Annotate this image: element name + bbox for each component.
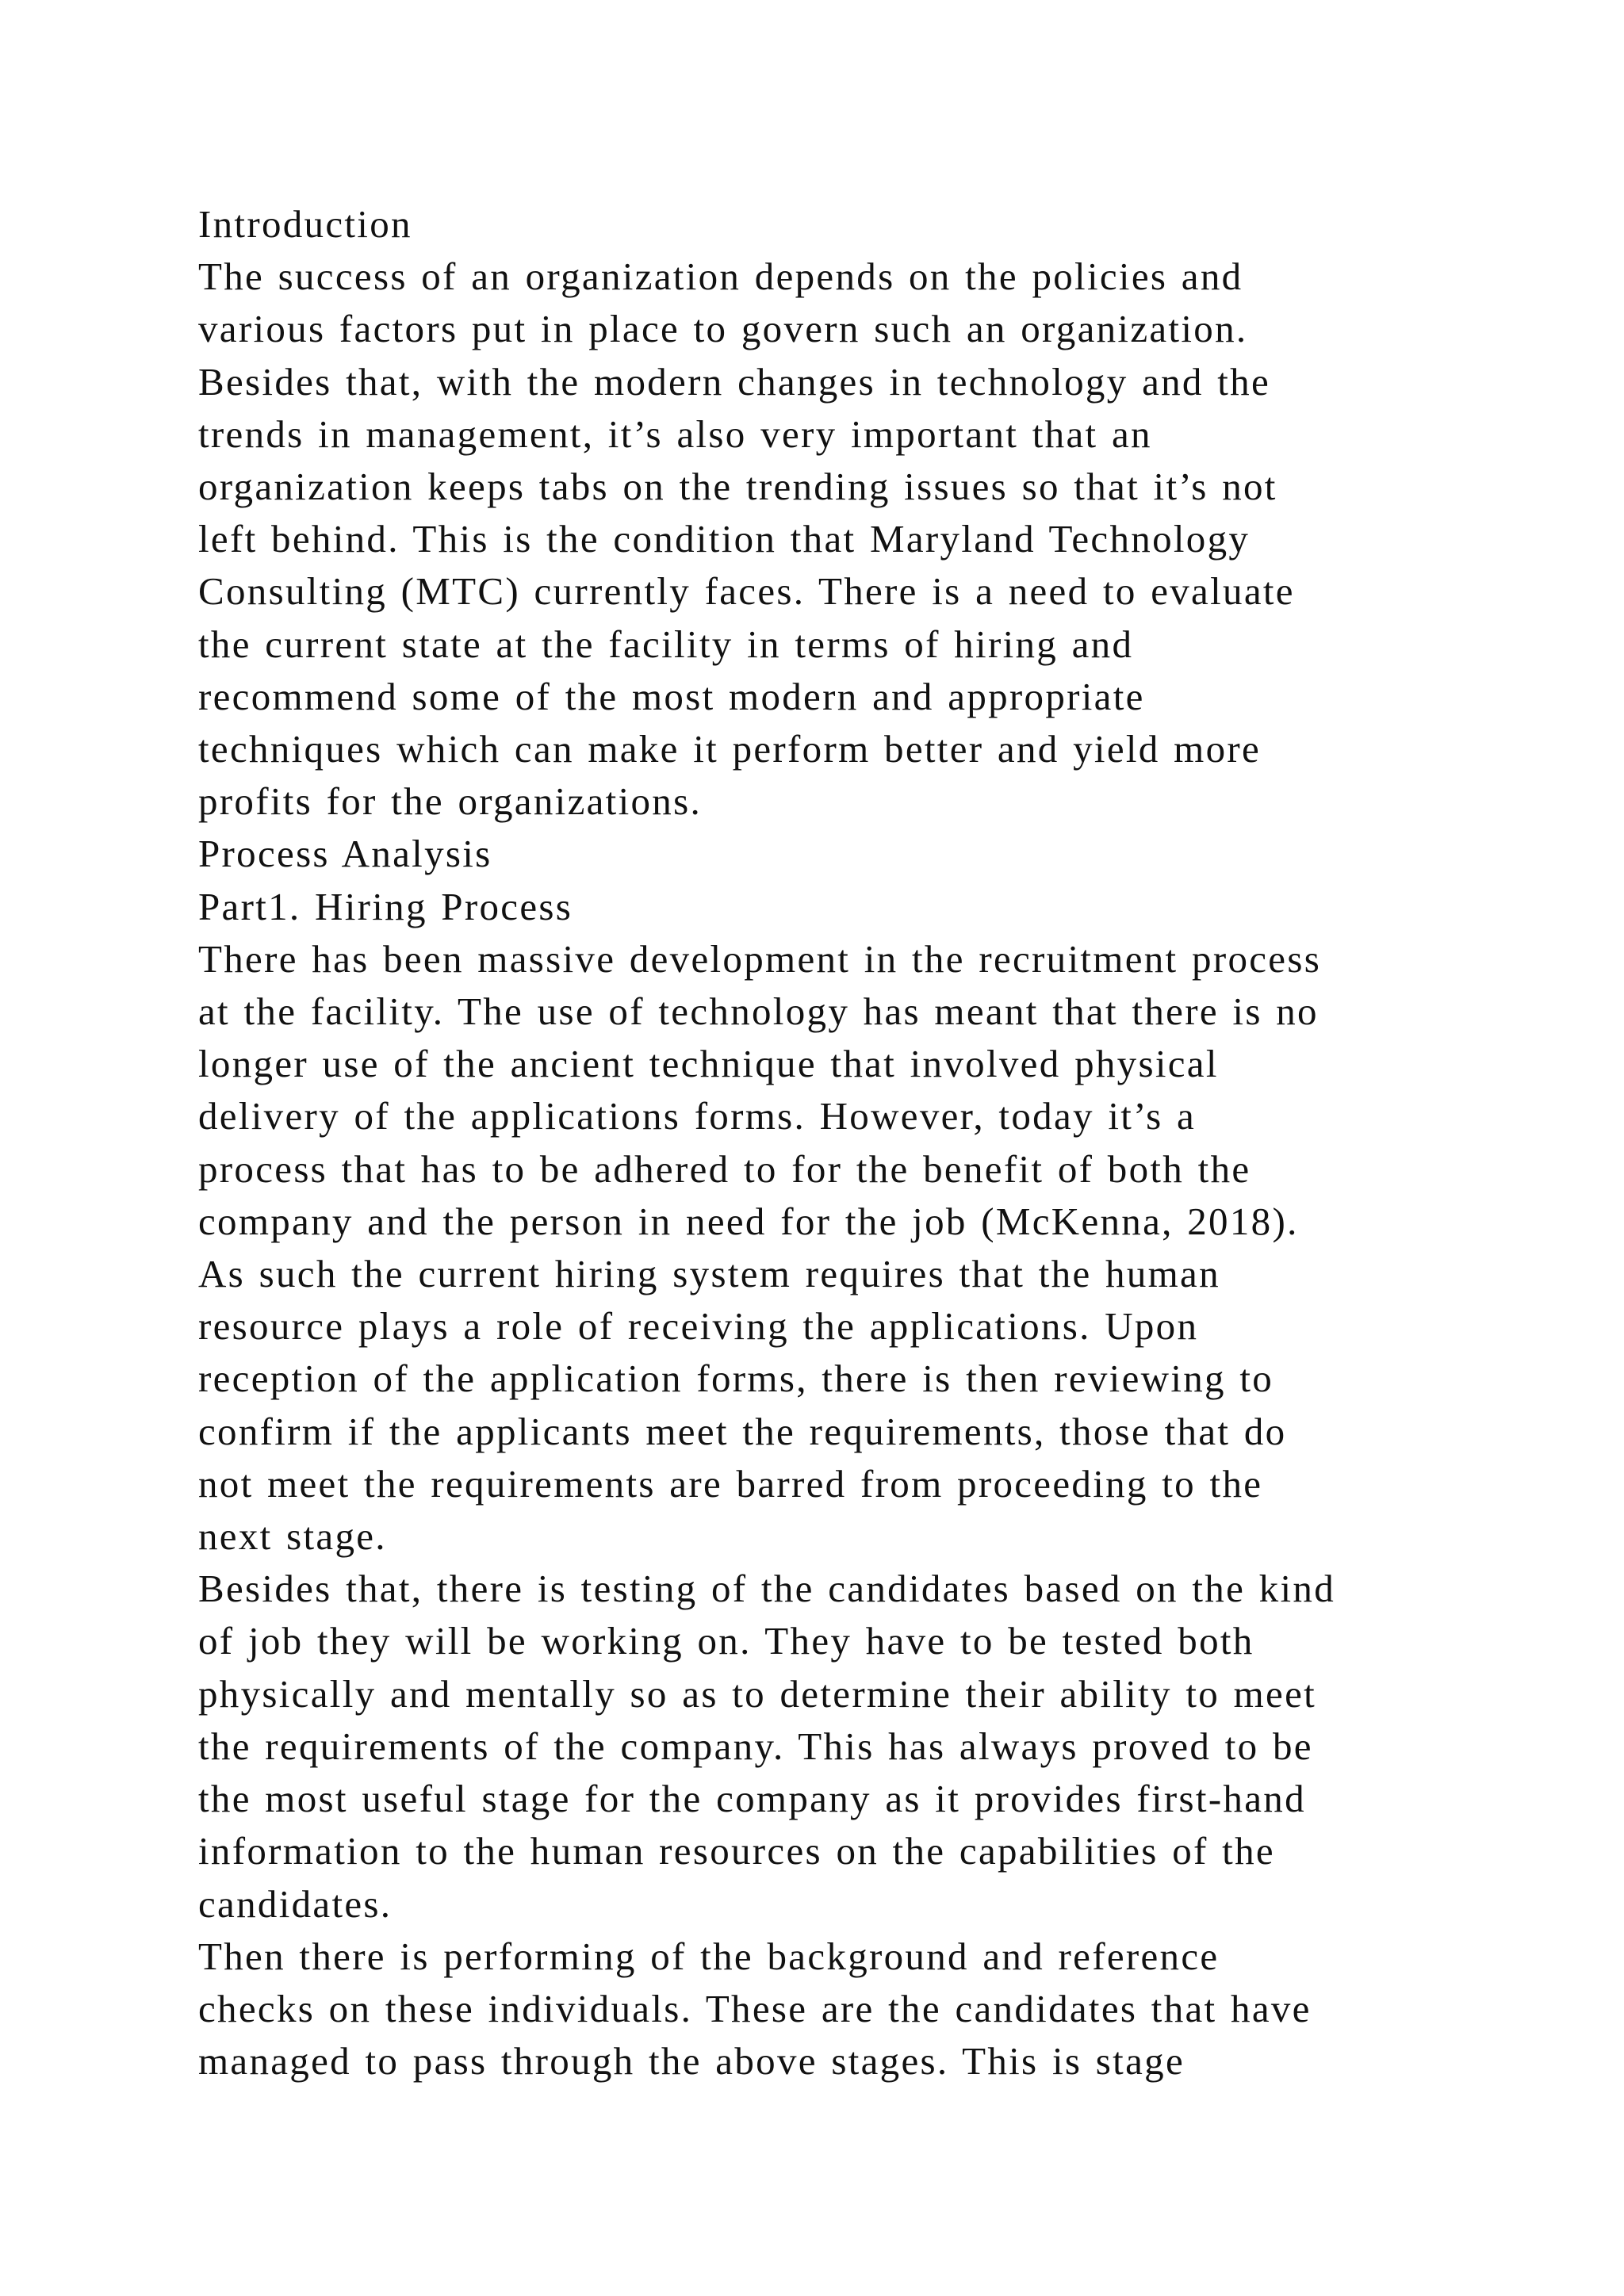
text-line: process that has to be adhered to for the benefit of both the: [198, 1146, 1251, 1191]
text-line: managed to pass through the above stages. This is stage: [198, 2039, 1185, 2084]
text-line: candidates.: [198, 1881, 393, 1926]
text-line: Consulting (MTC) currently faces. There is a need to evaluate: [198, 569, 1295, 614]
text-line: techniques which can make it perform better and yield more: [198, 727, 1262, 771]
text-line: profits for the organizations.: [198, 779, 703, 824]
text-line: company and the person in need for the job (McKenna, 2018).: [198, 1199, 1299, 1243]
heading-hiring-process: Part1. Hiring Process: [198, 884, 573, 928]
text-line: next stage.: [198, 1514, 387, 1559]
text-line: left behind. This is the condition that Maryland Technology: [198, 517, 1251, 561]
text-line: confirm if the applicants meet the requirements, those that do: [198, 1409, 1287, 1453]
text-line: Besides that, there is testing of the candidates based on the kind: [198, 1567, 1335, 1611]
text-line: The success of an organization depends on the policies and: [198, 254, 1243, 299]
text-line: There has been massive development in the recruitment process: [198, 936, 1322, 981]
text-line: various factors put in place to govern such an organization.: [198, 307, 1248, 351]
text-line: organization keeps tabs on the trending issues so that it’s not: [198, 465, 1277, 509]
text-line: reception of the application forms, there is then reviewing to: [198, 1357, 1274, 1401]
text-line: physically and mentally so as to determine their ability to meet: [198, 1671, 1317, 1716]
text-line: at the facility. The use of technology has meant that there is no: [198, 989, 1319, 1034]
text-line: As such the current hiring system requires that the human: [198, 1252, 1220, 1296]
text-line: resource plays a role of receiving the applications. Upon: [198, 1304, 1199, 1349]
text-line: Then there is performing of the background and reference: [198, 1934, 1220, 1978]
text-line: information to the human resources on the capabilities of the: [198, 1829, 1275, 1873]
heading-process-analysis: Process Analysis: [198, 832, 492, 876]
text-line: checks on these individuals. These are the candidates that have: [198, 1986, 1312, 2030]
text-line: the current state at the facility in terms of hiring and: [198, 622, 1134, 666]
text-line: Besides that, with the modern changes in technology and the: [198, 359, 1271, 404]
text-line: trends in management, it’s also very important that an: [198, 411, 1152, 456]
text-line: of job they will be working on. They have to be tested both: [198, 1619, 1254, 1663]
text-line: the requirements of the company. This has always proved to be: [198, 1724, 1313, 1768]
text-line: not meet the requirements are barred from proceeding to the: [198, 1461, 1263, 1506]
text-line: recommend some of the most modern and appropriate: [198, 674, 1145, 718]
text-line: longer use of the ancient technique that involved physical: [198, 1042, 1219, 1086]
document-text: [198, 198, 1507, 2087]
text-line: the most useful stage for the company as it provides first-hand: [198, 1777, 1306, 1821]
heading-introduction: Introduction: [198, 202, 412, 246]
text-line: delivery of the applications forms. However, today it’s a: [198, 1094, 1197, 1138]
